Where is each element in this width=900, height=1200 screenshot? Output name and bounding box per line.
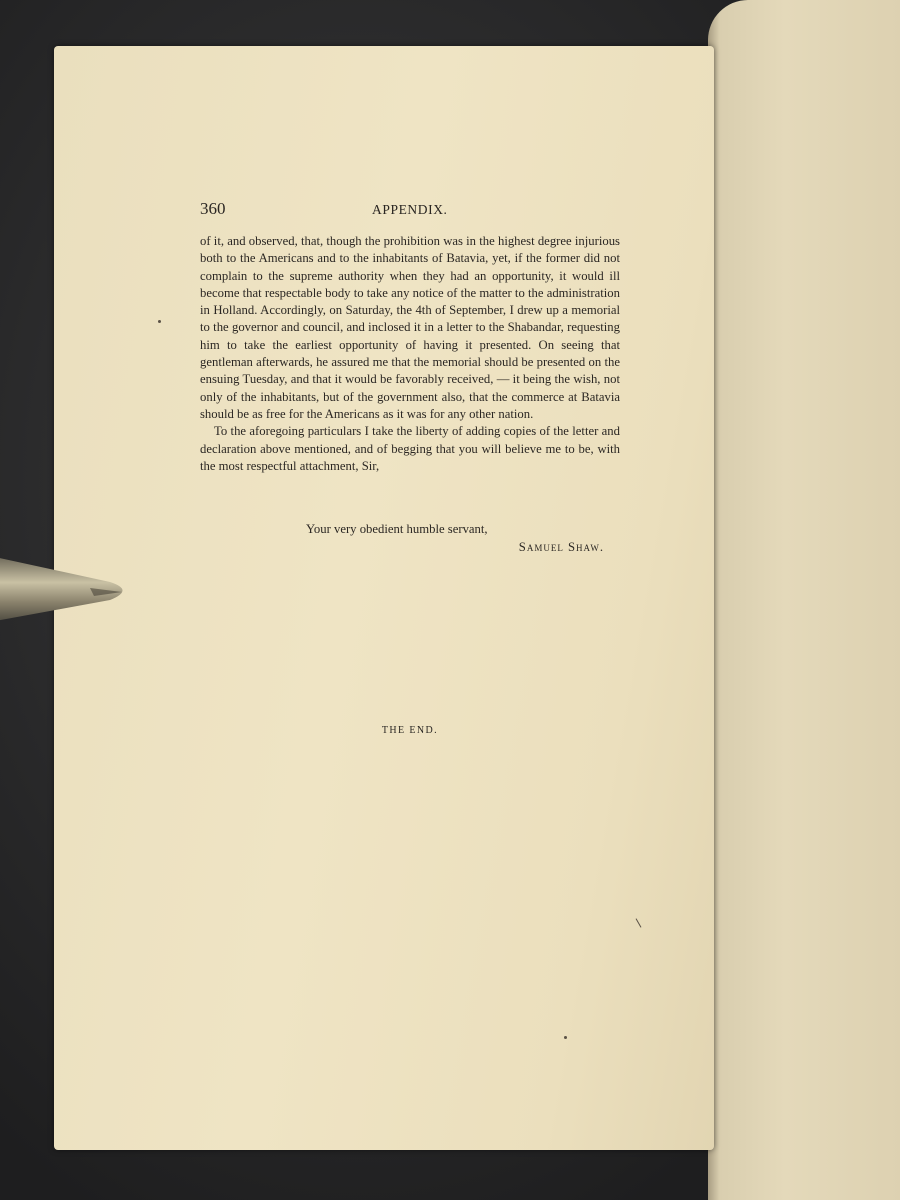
body-text — [200, 233, 620, 475]
paper-speck — [564, 1036, 567, 1039]
paragraph: of it, and observed, that, though the prohibition was in the highest degree injurious both to the Americans and to the inhabitants of Batavia, yet, if the former did not complain to the supreme authority when they had an opportunity, it would ill become that respectable body to take any notice of the matter to the administration in Holland. Accordingly, on Saturday, the 4th of September, I drew up a memorial to the governor and council, and inclosed it in a letter to the Shabandar, requesting him to take the earliest opportunity of having it presented. On seeing that gentleman afterwards, he assured me that the memorial should be presented on the ensuing Tuesday, and that it would be favorably received, — it being the wish, not only of the inhabitants, but of the government also, that the commerce at Batavia should be as free for the Americans as it was for any other nation. — [200, 234, 620, 421]
signature: Samuel Shaw. — [518, 540, 604, 555]
pen-pointer — [0, 548, 140, 628]
closing-salutation: Your very obedient humble servant, — [306, 522, 488, 536]
running-head: APPENDIX. — [372, 202, 448, 217]
paper-speck — [636, 918, 642, 927]
end-marker: THE END. — [381, 725, 439, 736]
paragraph: To the aforegoing particulars I take the liberty of adding copies of the letter and declaration above mentioned, and of begging that you will believe me to be, with the most respectful attachment, Sir, — [200, 424, 620, 473]
letter-closing — [200, 521, 620, 557]
pen-tip-shape — [0, 556, 123, 622]
facing-page-edge — [708, 0, 900, 1200]
page-header — [200, 199, 620, 221]
paper-speck — [158, 320, 161, 323]
page-number: 360 — [200, 199, 226, 218]
